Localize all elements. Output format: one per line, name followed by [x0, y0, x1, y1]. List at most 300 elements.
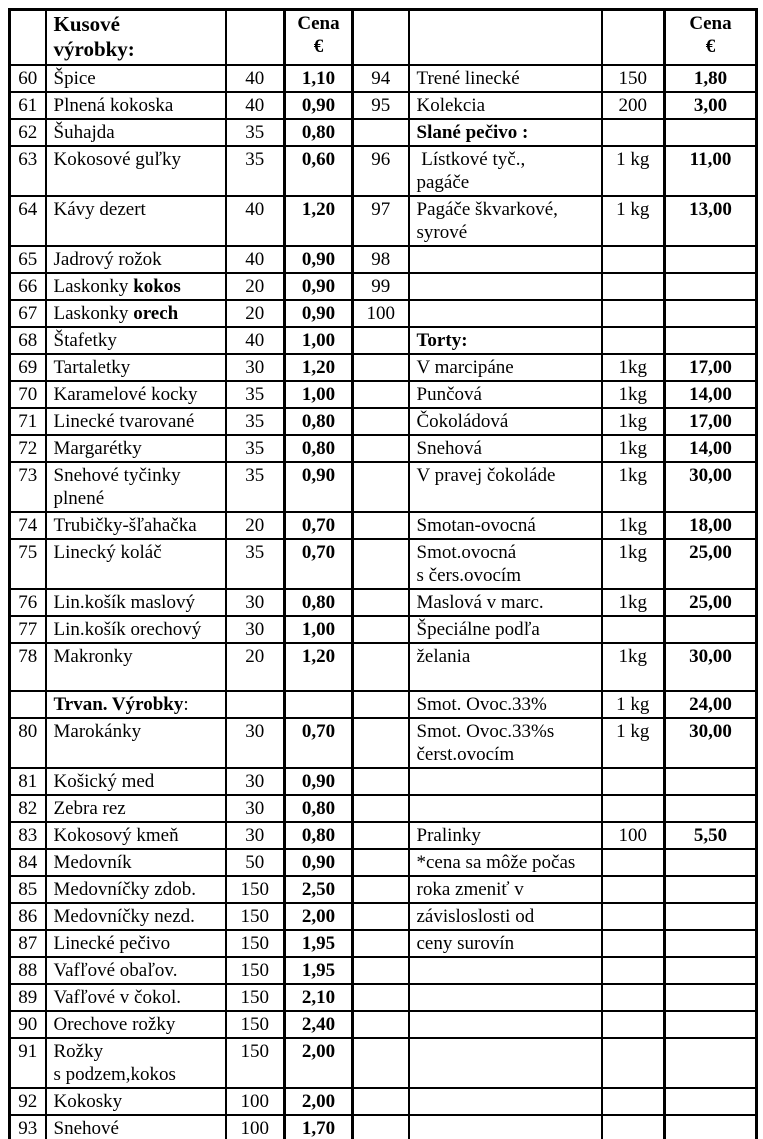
name-cell [409, 768, 602, 795]
qty-cell: 35 [226, 462, 285, 512]
name-cell: želania [409, 643, 602, 691]
table-row [10, 327, 757, 354]
num-cell [353, 795, 409, 822]
qty-cell: 30 [226, 795, 285, 822]
qty-cell: 1 kg [602, 718, 665, 768]
price-cell: 0,90 [285, 768, 353, 795]
table-row [10, 146, 757, 196]
num-cell [353, 930, 409, 957]
qty-cell [602, 876, 665, 903]
price-cell [665, 1011, 757, 1038]
name-cell: závisloslosti od [409, 903, 602, 930]
price-cell: 0,70 [285, 539, 353, 589]
qty-cell: 1 kg [602, 146, 665, 196]
qty-cell: 35 [226, 539, 285, 589]
table-row [10, 643, 757, 691]
price-cell: 14,00 [665, 381, 757, 408]
qty-cell: 1kg [602, 462, 665, 512]
qty-cell: 35 [226, 435, 285, 462]
price-cell: 18,00 [665, 512, 757, 539]
price-cell [665, 273, 757, 300]
name-cell: Kokosky [46, 1088, 226, 1115]
name-cell [409, 1115, 602, 1139]
price-cell: 2,50 [285, 876, 353, 903]
price-cell [665, 849, 757, 876]
num-cell: 89 [10, 984, 46, 1011]
price-cell: 0,80 [285, 435, 353, 462]
name-cell: Linecký koláč [46, 539, 226, 589]
price-cell: 0,80 [285, 408, 353, 435]
num-cell: 73 [10, 462, 46, 512]
name-cell: Trené linecké [409, 65, 602, 92]
num-cell: 66 [10, 273, 46, 300]
price-cell: Cena € [285, 10, 353, 65]
qty-cell: 1kg [602, 354, 665, 381]
table-row [10, 300, 757, 327]
price-cell: 1,95 [285, 957, 353, 984]
name-cell: Medovníčky zdob. [46, 876, 226, 903]
qty-cell [602, 273, 665, 300]
price-cell [665, 903, 757, 930]
name-cell: Rožky s podzem,kokos [46, 1038, 226, 1088]
price-cell: 0,70 [285, 512, 353, 539]
name-cell: Laskonky orech [46, 300, 226, 327]
table-row [10, 822, 757, 849]
qty-cell [602, 957, 665, 984]
qty-cell: 1kg [602, 408, 665, 435]
num-cell [353, 512, 409, 539]
num-cell: 63 [10, 146, 46, 196]
name-cell: Margarétky [46, 435, 226, 462]
price-cell: 13,00 [665, 196, 757, 246]
qty-cell: 20 [226, 273, 285, 300]
price-cell: 17,00 [665, 408, 757, 435]
num-cell [353, 822, 409, 849]
num-cell: 65 [10, 246, 46, 273]
name-cell [409, 984, 602, 1011]
name-cell [409, 795, 602, 822]
price-cell [665, 768, 757, 795]
qty-cell: 30 [226, 768, 285, 795]
num-cell [353, 1088, 409, 1115]
num-cell: 71 [10, 408, 46, 435]
table-row [10, 589, 757, 616]
price-cell [665, 957, 757, 984]
qty-cell [226, 10, 285, 65]
name-cell: Punčová [409, 381, 602, 408]
name-cell: Snehové [46, 1115, 226, 1139]
name-cell [409, 1011, 602, 1038]
qty-cell: 30 [226, 616, 285, 643]
name-cell [409, 10, 602, 65]
price-cell: 1,00 [285, 616, 353, 643]
table-row [10, 718, 757, 768]
name-cell: Medovníčky nezd. [46, 903, 226, 930]
qty-cell [602, 327, 665, 354]
num-cell: 76 [10, 589, 46, 616]
price-cell: 1,70 [285, 1115, 353, 1139]
name-cell: Kávy dezert [46, 196, 226, 246]
num-cell [353, 849, 409, 876]
price-cell: Cena € [665, 10, 757, 65]
num-cell [353, 10, 409, 65]
price-cell: 0,60 [285, 146, 353, 196]
price-cell: 17,00 [665, 354, 757, 381]
name-cell [409, 1088, 602, 1115]
qty-cell: 40 [226, 327, 285, 354]
table-body [10, 10, 757, 1139]
qty-cell: 150 [602, 65, 665, 92]
qty-cell [602, 616, 665, 643]
qty-cell: 100 [226, 1088, 285, 1115]
qty-cell: 1kg [602, 589, 665, 616]
num-cell [353, 435, 409, 462]
name-cell: Maslová v marc. [409, 589, 602, 616]
table-row [10, 408, 757, 435]
name-cell: Trubičky-šľahačka [46, 512, 226, 539]
table-row [10, 435, 757, 462]
qty-cell: 30 [226, 822, 285, 849]
qty-cell: 35 [226, 146, 285, 196]
price-cell: 0,80 [285, 119, 353, 146]
num-cell: 64 [10, 196, 46, 246]
num-cell [353, 957, 409, 984]
name-cell: Snehové tyčinky plnené [46, 462, 226, 512]
qty-cell [602, 768, 665, 795]
num-cell: 100 [353, 300, 409, 327]
qty-cell: 20 [226, 300, 285, 327]
qty-cell: 35 [226, 408, 285, 435]
qty-cell: 50 [226, 849, 285, 876]
num-cell: 90 [10, 1011, 46, 1038]
qty-cell: 150 [226, 876, 285, 903]
price-cell: 1,00 [285, 327, 353, 354]
table-row [10, 119, 757, 146]
name-cell: Plnená kokoska [46, 92, 226, 119]
price-cell: 2,00 [285, 903, 353, 930]
table-row [10, 903, 757, 930]
qty-cell [602, 1115, 665, 1139]
name-cell: Špice [46, 65, 226, 92]
price-cell: 2,40 [285, 1011, 353, 1038]
price-cell: 24,00 [665, 691, 757, 718]
name-cell [409, 957, 602, 984]
name-cell: Pagáče škvarkové, syrové [409, 196, 602, 246]
price-cell: 0,80 [285, 795, 353, 822]
price-cell: 2,00 [285, 1088, 353, 1115]
num-cell [353, 1038, 409, 1088]
num-cell: 67 [10, 300, 46, 327]
price-cell: 0,90 [285, 300, 353, 327]
num-cell: 92 [10, 1088, 46, 1115]
qty-cell: 1kg [602, 512, 665, 539]
qty-cell [602, 246, 665, 273]
name-cell: Smot. Ovoc.33% [409, 691, 602, 718]
num-cell: 84 [10, 849, 46, 876]
num-cell: 74 [10, 512, 46, 539]
price-cell: 1,10 [285, 65, 353, 92]
table-row [10, 691, 757, 718]
num-cell [353, 381, 409, 408]
qty-cell: 40 [226, 196, 285, 246]
qty-cell: 30 [226, 718, 285, 768]
num-cell: 88 [10, 957, 46, 984]
name-cell: Medovník [46, 849, 226, 876]
qty-cell: 35 [226, 381, 285, 408]
price-cell: 3,00 [665, 92, 757, 119]
num-cell [353, 616, 409, 643]
qty-cell [226, 691, 285, 718]
qty-cell: 1kg [602, 381, 665, 408]
table-row [10, 616, 757, 643]
price-cell: 0,80 [285, 822, 353, 849]
num-cell [353, 589, 409, 616]
table-row [10, 381, 757, 408]
qty-cell: 1kg [602, 539, 665, 589]
price-cell [665, 1088, 757, 1115]
qty-cell: 40 [226, 92, 285, 119]
table-row [10, 768, 757, 795]
price-list-table [8, 8, 758, 1139]
qty-cell: 30 [226, 354, 285, 381]
qty-cell [602, 903, 665, 930]
name-cell: Lin.košík orechový [46, 616, 226, 643]
table-row [10, 1038, 757, 1088]
name-cell [409, 246, 602, 273]
qty-cell: 40 [226, 65, 285, 92]
num-cell: 62 [10, 119, 46, 146]
num-cell: 68 [10, 327, 46, 354]
qty-cell: 200 [602, 92, 665, 119]
price-cell [665, 246, 757, 273]
num-cell: 87 [10, 930, 46, 957]
num-cell [353, 643, 409, 691]
name-cell: Kolekcia [409, 92, 602, 119]
num-cell [353, 876, 409, 903]
price-cell [665, 795, 757, 822]
table-row [10, 354, 757, 381]
name-cell: Kusové výrobky: [46, 10, 226, 65]
name-cell: Linecké pečivo [46, 930, 226, 957]
price-cell: 2,00 [285, 1038, 353, 1088]
name-cell: Slané pečivo : [409, 119, 602, 146]
qty-cell [602, 119, 665, 146]
name-cell: Čokoládová [409, 408, 602, 435]
page [0, 8, 763, 1139]
qty-cell: 150 [226, 930, 285, 957]
name-cell: Laskonky kokos [46, 273, 226, 300]
price-cell [665, 616, 757, 643]
qty-cell: 1 kg [602, 196, 665, 246]
table-row [10, 876, 757, 903]
price-cell [665, 327, 757, 354]
price-cell: 25,00 [665, 589, 757, 616]
qty-cell [602, 1088, 665, 1115]
num-cell: 81 [10, 768, 46, 795]
num-cell: 80 [10, 718, 46, 768]
table-row [10, 196, 757, 246]
table-row [10, 246, 757, 273]
num-cell [353, 984, 409, 1011]
header-row [10, 10, 757, 65]
name-cell: Smot.ovocná s čers.ovocím [409, 539, 602, 589]
name-cell: Smot. Ovoc.33%s čerst.ovocím [409, 718, 602, 768]
qty-cell: 150 [226, 903, 285, 930]
num-cell [10, 691, 46, 718]
price-cell [665, 930, 757, 957]
price-cell: 30,00 [665, 462, 757, 512]
qty-cell: 150 [226, 984, 285, 1011]
num-cell: 96 [353, 146, 409, 196]
table-row [10, 92, 757, 119]
price-cell: 0,90 [285, 849, 353, 876]
qty-cell: 100 [226, 1115, 285, 1139]
num-cell: 91 [10, 1038, 46, 1088]
price-cell: 30,00 [665, 718, 757, 768]
name-cell: Smotan-ovocná [409, 512, 602, 539]
num-cell [353, 119, 409, 146]
qty-cell: 1 kg [602, 691, 665, 718]
num-cell: 61 [10, 92, 46, 119]
name-cell: Trvan. Výrobky: [46, 691, 226, 718]
num-cell: 85 [10, 876, 46, 903]
num-cell [353, 768, 409, 795]
name-cell [409, 273, 602, 300]
qty-cell: 150 [226, 1038, 285, 1088]
table-row [10, 957, 757, 984]
price-cell [665, 1115, 757, 1139]
name-cell: Lístkové tyč., pagáče [409, 146, 602, 196]
price-cell [665, 119, 757, 146]
num-cell: 99 [353, 273, 409, 300]
qty-cell [602, 930, 665, 957]
qty-cell: 20 [226, 512, 285, 539]
name-cell: Orechove rožky [46, 1011, 226, 1038]
table-row [10, 462, 757, 512]
qty-cell: 35 [226, 119, 285, 146]
name-cell: V marcipáne [409, 354, 602, 381]
name-cell: V pravej čokoláde [409, 462, 602, 512]
name-cell: Špeciálne podľa [409, 616, 602, 643]
name-cell: Pralinky [409, 822, 602, 849]
table-row [10, 1115, 757, 1139]
table-row [10, 1011, 757, 1038]
name-cell: Vafľové v čokol. [46, 984, 226, 1011]
num-cell: 95 [353, 92, 409, 119]
price-cell: 1,20 [285, 354, 353, 381]
name-cell: Kokosové guľky [46, 146, 226, 196]
num-cell: 97 [353, 196, 409, 246]
name-cell: *cena sa môže počas [409, 849, 602, 876]
table-row [10, 65, 757, 92]
price-cell: 0,90 [285, 273, 353, 300]
table-row [10, 984, 757, 1011]
price-cell: 0,90 [285, 462, 353, 512]
qty-cell [602, 984, 665, 1011]
qty-cell: 150 [226, 1011, 285, 1038]
num-cell: 83 [10, 822, 46, 849]
table-row [10, 849, 757, 876]
num-cell [353, 327, 409, 354]
price-cell: 1,95 [285, 930, 353, 957]
price-cell [665, 300, 757, 327]
num-cell: 72 [10, 435, 46, 462]
price-cell: 11,00 [665, 146, 757, 196]
qty-cell: 20 [226, 643, 285, 691]
qty-cell: 1kg [602, 643, 665, 691]
table-row [10, 1088, 757, 1115]
num-cell: 75 [10, 539, 46, 589]
name-cell: Vafľové obaľov. [46, 957, 226, 984]
qty-cell [602, 849, 665, 876]
table-row [10, 930, 757, 957]
qty-cell: 100 [602, 822, 665, 849]
num-cell [353, 462, 409, 512]
num-cell: 77 [10, 616, 46, 643]
name-cell: Tartaletky [46, 354, 226, 381]
name-cell: Jadrový rožok [46, 246, 226, 273]
num-cell: 69 [10, 354, 46, 381]
qty-cell: 30 [226, 589, 285, 616]
name-cell: Marokánky [46, 718, 226, 768]
price-cell [285, 691, 353, 718]
name-cell: Linecké tvarované [46, 408, 226, 435]
price-cell: 5,50 [665, 822, 757, 849]
table-row [10, 273, 757, 300]
name-cell [409, 300, 602, 327]
price-cell: 14,00 [665, 435, 757, 462]
price-cell: 1,80 [665, 65, 757, 92]
num-cell [353, 408, 409, 435]
num-cell [10, 10, 46, 65]
price-cell [665, 876, 757, 903]
price-cell: 0,80 [285, 589, 353, 616]
name-cell: Torty: [409, 327, 602, 354]
num-cell: 60 [10, 65, 46, 92]
price-cell: 1,20 [285, 643, 353, 691]
qty-cell [602, 795, 665, 822]
num-cell [353, 903, 409, 930]
price-cell: 0,90 [285, 246, 353, 273]
num-cell [353, 691, 409, 718]
name-cell: Kokosový kmeň [46, 822, 226, 849]
name-cell: roka zmeniť v [409, 876, 602, 903]
price-cell: 0,70 [285, 718, 353, 768]
num-cell: 78 [10, 643, 46, 691]
num-cell [353, 1011, 409, 1038]
price-cell: 1,20 [285, 196, 353, 246]
num-cell [353, 539, 409, 589]
name-cell: Makronky [46, 643, 226, 691]
name-cell: Lin.košík maslový [46, 589, 226, 616]
price-cell: 1,00 [285, 381, 353, 408]
num-cell: 98 [353, 246, 409, 273]
num-cell: 82 [10, 795, 46, 822]
name-cell: Šuhajda [46, 119, 226, 146]
qty-cell [602, 10, 665, 65]
table-row [10, 795, 757, 822]
num-cell: 86 [10, 903, 46, 930]
name-cell: Snehová [409, 435, 602, 462]
num-cell [353, 718, 409, 768]
num-cell [353, 1115, 409, 1139]
name-cell: Zebra rez [46, 795, 226, 822]
name-cell: Karamelové kocky [46, 381, 226, 408]
num-cell [353, 354, 409, 381]
num-cell: 93 [10, 1115, 46, 1139]
qty-cell [602, 1038, 665, 1088]
table-row [10, 512, 757, 539]
